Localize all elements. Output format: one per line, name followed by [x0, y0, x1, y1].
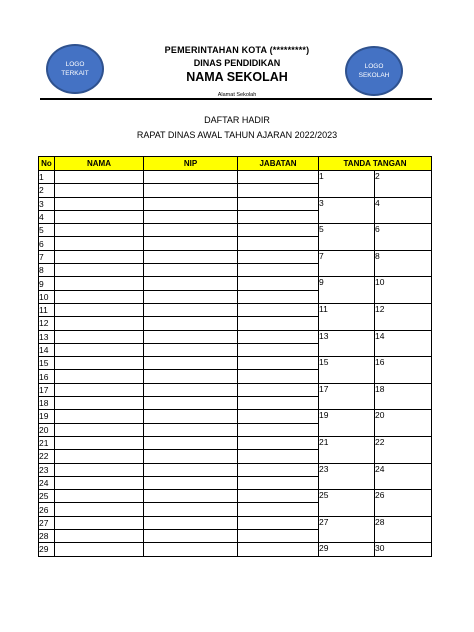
jabatan-cell[interactable] [238, 463, 319, 476]
signature-cell[interactable]: 1 [319, 171, 375, 198]
nama-cell[interactable] [55, 543, 144, 556]
nama-cell[interactable] [55, 423, 144, 436]
column-header-nama: NAMA [55, 157, 144, 171]
signature-cell[interactable]: 29 [319, 543, 375, 556]
jabatan-cell[interactable] [238, 303, 319, 316]
nip-cell[interactable] [144, 171, 238, 184]
nama-cell[interactable] [55, 317, 144, 330]
signature-cell[interactable]: 9 [319, 277, 375, 304]
school-name: NAMA SEKOLAH [186, 70, 288, 84]
nama-cell[interactable] [55, 237, 144, 250]
signature-cell[interactable]: 14 [375, 330, 432, 357]
nama-cell[interactable] [55, 277, 144, 290]
nama-cell[interactable] [55, 503, 144, 516]
letterhead-rule [40, 98, 432, 100]
jabatan-cell[interactable] [238, 410, 319, 423]
table-row [39, 277, 432, 290]
row-number: 13 [39, 330, 55, 343]
table-row [39, 330, 432, 343]
signature-cell[interactable]: 8 [375, 250, 432, 277]
attendance-table [38, 156, 432, 557]
jabatan-cell[interactable] [238, 277, 319, 290]
row-number: 26 [39, 503, 55, 516]
signature-cell[interactable]: 13 [319, 330, 375, 357]
nama-cell[interactable] [55, 370, 144, 383]
signature-cell[interactable]: 10 [375, 277, 432, 304]
column-header-no: No [39, 157, 55, 171]
table-row [39, 516, 432, 529]
signature-cell[interactable]: 20 [375, 410, 432, 437]
signature-cell[interactable]: 2 [375, 171, 432, 198]
signature-cell[interactable]: 17 [319, 383, 375, 410]
department-line: DINAS PENDIDIKAN [193, 58, 281, 68]
nip-cell[interactable] [144, 224, 238, 237]
jabatan-cell[interactable] [238, 264, 319, 277]
row-number: 2 [39, 184, 55, 197]
nama-cell[interactable] [55, 490, 144, 503]
row-number: 14 [39, 343, 55, 356]
signature-cell[interactable]: 18 [375, 383, 432, 410]
row-number: 6 [39, 237, 55, 250]
table-row [39, 543, 432, 556]
jabatan-cell[interactable] [238, 516, 319, 529]
nama-cell[interactable] [55, 410, 144, 423]
table-row [39, 303, 432, 316]
nama-cell[interactable] [55, 476, 144, 489]
nama-cell[interactable] [55, 171, 144, 184]
nama-cell[interactable] [55, 530, 144, 543]
jabatan-cell[interactable] [238, 357, 319, 370]
nama-cell[interactable] [55, 210, 144, 223]
signature-cell[interactable]: 25 [319, 490, 375, 517]
signature-cell[interactable]: 27 [319, 516, 375, 543]
jabatan-cell[interactable] [238, 330, 319, 343]
nama-cell[interactable] [55, 264, 144, 277]
nama-cell[interactable] [55, 224, 144, 237]
nama-cell[interactable] [55, 303, 144, 316]
jabatan-cell[interactable] [238, 490, 319, 503]
nama-cell[interactable] [55, 184, 144, 197]
nip-cell[interactable] [144, 277, 238, 290]
nip-cell[interactable] [144, 463, 238, 476]
nip-cell[interactable] [144, 383, 238, 396]
nama-cell[interactable] [55, 397, 144, 410]
row-number: 24 [39, 476, 55, 489]
nip-cell[interactable] [144, 317, 238, 330]
column-header-jabatan: JABATAN [238, 157, 319, 171]
row-number: 29 [39, 543, 55, 556]
jabatan-cell[interactable] [238, 503, 319, 516]
nip-cell[interactable] [144, 330, 238, 343]
signature-cell[interactable]: 24 [375, 463, 432, 490]
nama-cell[interactable] [55, 383, 144, 396]
signature-cell[interactable]: 30 [375, 543, 432, 556]
jabatan-cell[interactable] [238, 397, 319, 410]
row-number: 21 [39, 436, 55, 449]
jabatan-cell[interactable] [238, 343, 319, 356]
row-number: 15 [39, 357, 55, 370]
jabatan-cell[interactable] [238, 423, 319, 436]
nip-cell[interactable] [144, 250, 238, 263]
signature-cell[interactable]: 21 [319, 436, 375, 463]
table-row [39, 197, 432, 210]
row-number: 17 [39, 383, 55, 396]
signature-cell[interactable]: 26 [375, 490, 432, 517]
row-number: 19 [39, 410, 55, 423]
nama-cell[interactable] [55, 330, 144, 343]
signature-cell[interactable]: 16 [375, 357, 432, 384]
table-row [39, 490, 432, 503]
jabatan-cell[interactable] [238, 171, 319, 184]
row-number: 4 [39, 210, 55, 223]
row-number: 7 [39, 250, 55, 263]
jabatan-cell[interactable] [238, 210, 319, 223]
logo-left-line2: TERKAIT [61, 70, 89, 77]
signature-cell[interactable]: 12 [375, 303, 432, 330]
row-number: 23 [39, 463, 55, 476]
nama-cell[interactable] [55, 250, 144, 263]
table-row [39, 357, 432, 370]
row-number: 10 [39, 290, 55, 303]
row-number: 12 [39, 317, 55, 330]
jabatan-cell[interactable] [238, 530, 319, 543]
nip-cell[interactable] [144, 210, 238, 223]
nip-cell[interactable] [144, 490, 238, 503]
signature-cell[interactable]: 15 [319, 357, 375, 384]
table-row [39, 436, 432, 449]
jabatan-cell[interactable] [238, 317, 319, 330]
row-number: 16 [39, 370, 55, 383]
nip-cell[interactable] [144, 450, 238, 463]
logo-right-line1: LOGO [364, 63, 384, 70]
jabatan-cell[interactable] [238, 290, 319, 303]
signature-cell[interactable]: 7 [319, 250, 375, 277]
row-number: 8 [39, 264, 55, 277]
signature-cell[interactable]: 23 [319, 463, 375, 490]
nip-cell[interactable] [144, 503, 238, 516]
row-number: 28 [39, 530, 55, 543]
nip-cell[interactable] [144, 303, 238, 316]
row-number: 27 [39, 516, 55, 529]
logo-left-line1: LOGO [65, 61, 85, 68]
nama-cell[interactable] [55, 450, 144, 463]
row-number: 22 [39, 450, 55, 463]
jabatan-cell[interactable] [238, 184, 319, 197]
jabatan-cell[interactable] [238, 370, 319, 383]
nip-cell[interactable] [144, 343, 238, 356]
nama-cell[interactable] [55, 290, 144, 303]
row-number: 3 [39, 197, 55, 210]
nip-cell[interactable] [144, 476, 238, 489]
nama-cell[interactable] [55, 197, 144, 210]
row-number: 9 [39, 277, 55, 290]
jabatan-cell[interactable] [238, 543, 319, 556]
table-row [39, 250, 432, 263]
jabatan-cell[interactable] [238, 197, 319, 210]
row-number: 5 [39, 224, 55, 237]
attendance-table-body [39, 171, 432, 557]
jabatan-cell[interactable] [238, 476, 319, 489]
jabatan-cell[interactable] [238, 383, 319, 396]
table-row [39, 171, 432, 184]
nip-cell[interactable] [144, 516, 238, 529]
nama-cell[interactable] [55, 463, 144, 476]
row-number: 20 [39, 423, 55, 436]
jabatan-cell[interactable] [238, 224, 319, 237]
nip-cell[interactable] [144, 237, 238, 250]
signature-cell[interactable]: 6 [375, 224, 432, 251]
signature-cell[interactable]: 22 [375, 436, 432, 463]
jabatan-cell[interactable] [238, 450, 319, 463]
nip-cell[interactable] [144, 410, 238, 423]
row-number: 1 [39, 171, 55, 184]
jabatan-cell[interactable] [238, 237, 319, 250]
nip-cell[interactable] [144, 370, 238, 383]
nip-cell[interactable] [144, 197, 238, 210]
table-header-row [39, 157, 432, 171]
row-number: 18 [39, 397, 55, 410]
nama-cell[interactable] [55, 357, 144, 370]
jabatan-cell[interactable] [238, 436, 319, 449]
document-subtitle: RAPAT DINAS AWAL TAHUN AJARAN 2022/2023 [136, 130, 338, 140]
nama-cell[interactable] [55, 343, 144, 356]
signature-cell[interactable]: 11 [319, 303, 375, 330]
nama-cell[interactable] [55, 436, 144, 449]
nip-cell[interactable] [144, 184, 238, 197]
signature-cell[interactable]: 3 [319, 197, 375, 224]
column-header-nip: NIP [144, 157, 238, 171]
document-title: DAFTAR HADIR [204, 115, 270, 125]
government-line: PEMERINTAHAN KOTA (*********) [164, 45, 310, 55]
signature-cell[interactable]: 5 [319, 224, 375, 251]
school-address: Alamat Sekolah [217, 92, 257, 98]
nip-cell[interactable] [144, 290, 238, 303]
table-row [39, 410, 432, 423]
nip-cell[interactable] [144, 530, 238, 543]
signature-cell[interactable]: 28 [375, 516, 432, 543]
logo-right-line2: SEKOLAH [358, 72, 390, 79]
signature-cell[interactable]: 19 [319, 410, 375, 437]
table-row [39, 224, 432, 237]
nip-cell[interactable] [144, 397, 238, 410]
nip-cell[interactable] [144, 436, 238, 449]
table-row [39, 463, 432, 476]
row-number: 25 [39, 490, 55, 503]
nip-cell[interactable] [144, 423, 238, 436]
nip-cell[interactable] [144, 543, 238, 556]
nama-cell[interactable] [55, 516, 144, 529]
jabatan-cell[interactable] [238, 250, 319, 263]
row-number: 11 [39, 303, 55, 316]
signature-cell[interactable]: 4 [375, 197, 432, 224]
nip-cell[interactable] [144, 357, 238, 370]
table-row [39, 383, 432, 396]
nip-cell[interactable] [144, 264, 238, 277]
column-header-tanda-tangan: TANDA TANGAN [319, 157, 432, 171]
